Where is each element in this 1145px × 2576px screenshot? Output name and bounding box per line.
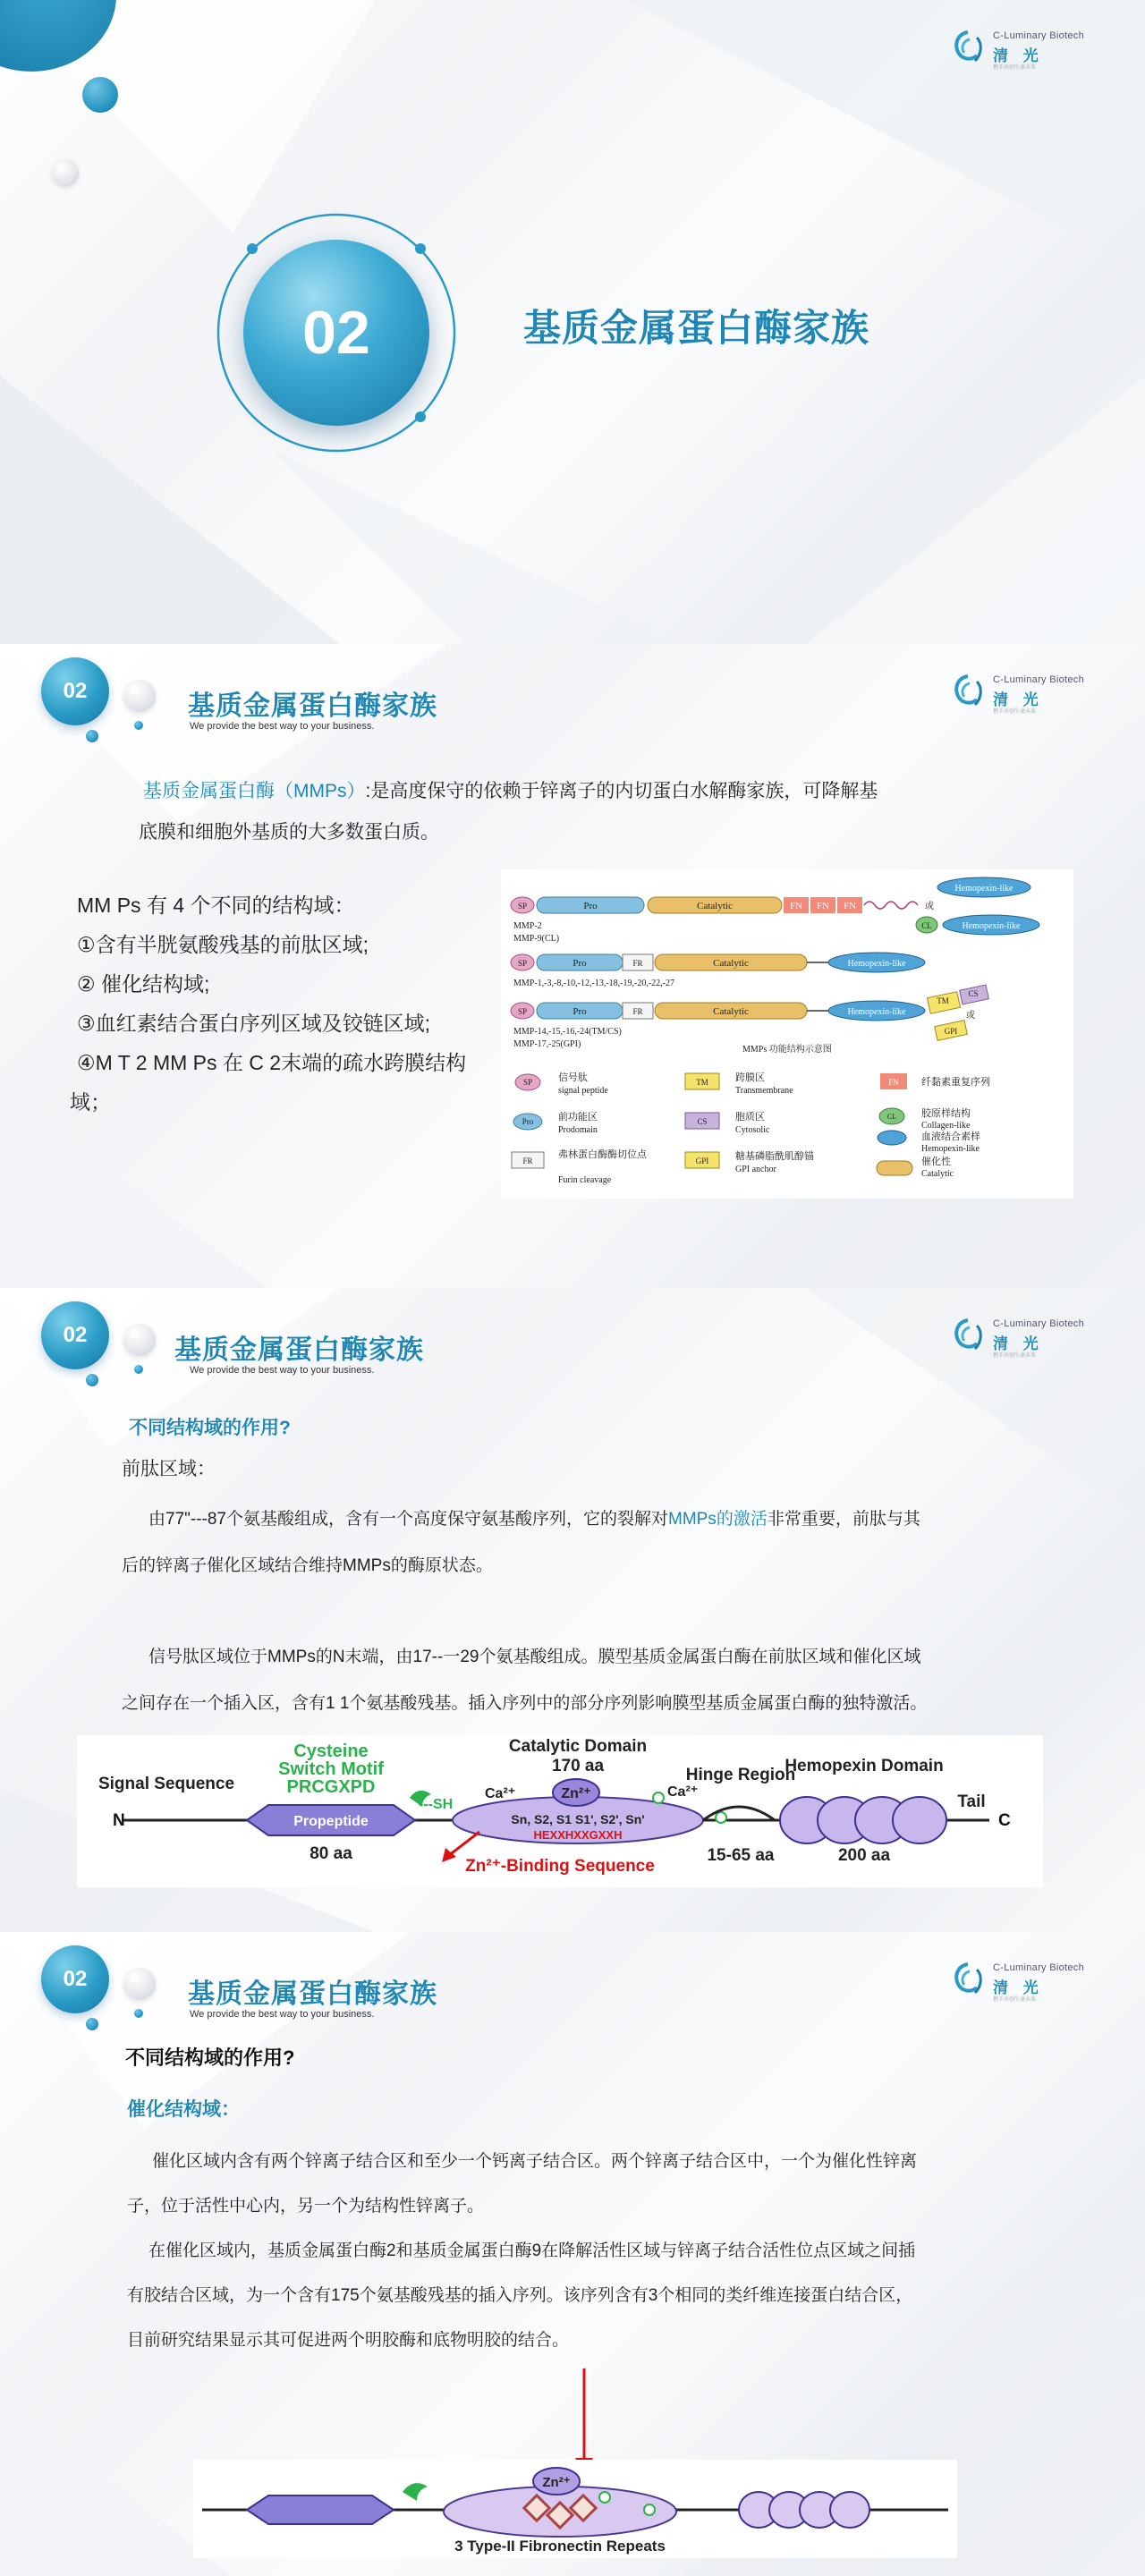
fig-label: FN	[789, 901, 803, 911]
logo-swirl-icon	[950, 673, 986, 712]
fig-label: Hemopexin-like	[954, 884, 1014, 894]
propeptide-length: 80 aa	[310, 1844, 352, 1863]
legend-cn: 催化性	[921, 1157, 951, 1167]
deco-blue-dot	[86, 730, 98, 742]
ca-label: Ca²⁺	[667, 1784, 699, 1800]
fig-label: FN	[843, 901, 857, 911]
logo-tagline: 携手共创生命未来	[993, 1997, 1037, 2003]
propeptide-label: Propeptide	[293, 1814, 369, 1829]
deco-blue-dot-small	[134, 2009, 143, 2018]
catalytic-length: 170 aa	[551, 1757, 605, 1775]
legend-en: Catalytic	[921, 1169, 954, 1179]
zn-label: Zn²⁺	[542, 2475, 571, 2490]
paragraph-2-line3: 目前研究结果显示其可促进两个明胶酶和底物明胶的结合。	[127, 2331, 570, 2350]
legend-sym: SP	[522, 1078, 533, 1087]
header-subtitle: We provide the best way to your business.	[190, 1365, 375, 1376]
paragraph-2-line2: 有胶结合区域，为一个含有175个氨基酸残基的插入序列。该序列含有3个相同的类纤维连接蛋白结合区，	[127, 2286, 913, 2305]
intro-line2: 底膜和细胞外基质的大多数蛋白质。	[139, 822, 439, 843]
question-heading: 不同结构域的作用?	[129, 1418, 291, 1438]
fig-mmp-name: MMP-14,-15,-16,-24(TM/CS)	[513, 1027, 622, 1037]
logo-chinese: 清 光	[993, 1979, 1044, 1996]
question-heading: 不同结构域的作用?	[125, 2046, 295, 2069]
mmp-structure-svg	[501, 869, 1073, 1199]
intro-paragraph	[143, 773, 1056, 810]
tail-label: Tail	[957, 1792, 986, 1811]
fig-label: Hemopexin-like	[962, 921, 1021, 931]
logo-english: C-Luminary Biotech	[993, 30, 1084, 41]
fig-label: FR	[632, 1007, 643, 1016]
zn-label: Zn²⁺	[561, 1786, 591, 1801]
fig-label: CL	[921, 921, 932, 930]
fig-label: Catalytic	[713, 1006, 749, 1017]
paragraph-2-line1: 信号肽区域位于MMPs的N末端，由17--一29个氨基酸组成。膜型基质金属蛋白酶在前肽区域和催化区域	[148, 1648, 921, 1666]
fig-label: GPI	[944, 1027, 958, 1036]
legend-cn: 弗林蛋白酶酶切位点	[558, 1149, 647, 1160]
diagram-c: C	[998, 1811, 1011, 1830]
cys-line1: Cysteine	[293, 1741, 369, 1761]
legend-en: signal peptide	[558, 1086, 608, 1096]
header-title: 基质金属蛋白酶家族	[188, 1979, 437, 2009]
slide-mmp-domains	[0, 644, 1145, 1288]
legend-sym: FR	[522, 1157, 533, 1165]
section-badge: 02	[41, 1945, 109, 2013]
region-heading: 前肽区域：	[122, 1459, 216, 1479]
paragraph-1-line1: 催化区域内含有两个锌离子结合区和至少一个钙离子结合区。两个锌离子结合区中，一个为催化性锌离	[152, 2152, 918, 2171]
legend-en: Collagen-like	[921, 1121, 971, 1131]
figure-caption: 3 Type-II Fibronectin Repeats	[454, 2538, 666, 2555]
hinge-label: Hinge Region	[685, 1766, 796, 1784]
deco-grey-ball	[123, 680, 156, 712]
hinge-length: 15-65 aa	[707, 1846, 775, 1865]
legend-cn: 纤黏素重复序列	[921, 1077, 990, 1088]
legend-en: Prodomain	[558, 1125, 598, 1135]
fig-label: Pro	[583, 901, 598, 911]
mmp-structure-figure	[501, 869, 1073, 1199]
legend-en: Furin cleavage	[558, 1175, 612, 1185]
fig-label: Hemopexin-like	[847, 959, 906, 969]
legend-cn: 糖基磷脂酰肌醇锚	[735, 1151, 814, 1162]
company-logo	[950, 27, 1093, 73]
deco-grey-ball	[123, 1324, 156, 1356]
logo-tagline: 携手共创生命未来	[993, 1353, 1037, 1359]
diagram-n: N	[113, 1811, 125, 1830]
fig-mmp-name: MMP-17,-25(GPI)	[513, 1039, 581, 1049]
logo-tagline: 携手共创生命未来	[993, 65, 1037, 71]
mmp-domain-svg	[77, 1735, 1043, 1887]
domain-item: ② 催化结构域;	[77, 972, 210, 996]
binding-label: Zn²⁺-Binding Sequence	[465, 1857, 655, 1876]
sh-label: ---SH	[419, 1797, 454, 1812]
header-title: 基质金属蛋白酶家族	[188, 691, 437, 721]
fig-mmp-name: MMP-1,-3,-8,-10,-12,-13,-18,-19,-20,-22,-27	[513, 979, 674, 988]
fig-label: Catalytic	[713, 958, 749, 969]
fig-label: CS	[968, 989, 979, 998]
company-logo	[950, 1959, 1093, 2005]
legend-cn: 信号肽	[558, 1072, 588, 1083]
fig-label: FR	[632, 959, 643, 968]
cys-line3: PRCGXPD	[286, 1777, 376, 1797]
header-subtitle: We provide the best way to your business.	[190, 721, 375, 732]
legend-en: Transmembrane	[735, 1086, 793, 1096]
deco-grey-ball	[123, 1968, 156, 2000]
hemopexin-length: 200 aa	[837, 1846, 891, 1865]
fig-mmp-name: MMP-2	[513, 921, 542, 931]
domains-heading: MM Ps 有 4 个不同的结构域：	[77, 894, 355, 917]
motif-label: HEXXHXXGXXH	[533, 1828, 623, 1842]
legend-en: Hemopexin-like	[921, 1144, 980, 1154]
company-logo	[950, 671, 1093, 717]
slide-catalytic-domain	[0, 1932, 1145, 2576]
domain-item: ④M T 2 MM Ps 在 C 2末端的疏水跨膜结构	[77, 1051, 467, 1074]
fig-label: Pro	[572, 958, 587, 969]
region-heading: 催化结构域：	[127, 2099, 240, 2120]
fig-label: Catalytic	[697, 901, 733, 911]
fig-label: SP	[517, 1007, 528, 1016]
logo-chinese: 清 光	[993, 1335, 1044, 1352]
section-number: 02	[302, 299, 370, 367]
fig-or: 或	[966, 1011, 975, 1021]
paragraph-2-line1: 在催化区域内，基质金属蛋白酶2和基质金属蛋白酶9在降解活性区域与锌离子结合活性位点区域之间插	[148, 2241, 916, 2260]
logo-chinese: 清 光	[993, 47, 1044, 64]
p1-highlight: MMPs的激活	[668, 1510, 768, 1529]
legend-cn: 前功能区	[558, 1112, 598, 1123]
legend-cn: 跨膜区	[735, 1072, 765, 1083]
logo-swirl-icon	[950, 29, 986, 68]
paragraph-2-line2: 之间存在一个插入区，含有1 1个氨基酸残基。插入序列中的部分序列影响膜型基质金属蛋白酶的独特激活。	[122, 1694, 928, 1713]
header-title: 基质金属蛋白酶家族	[174, 1335, 424, 1365]
slide-propeptide	[0, 1288, 1145, 1932]
signal-label: Signal Sequence	[98, 1775, 235, 1793]
logo-english: C-Luminary Biotech	[993, 1318, 1084, 1329]
section-badge: 02	[41, 657, 109, 725]
legend-cn: 胞质区	[735, 1112, 765, 1123]
hemopexin-label: Hemopexin Domain	[785, 1757, 944, 1775]
sites-label: Sn, S2, S1 S1', S2', Sn'	[511, 1812, 645, 1826]
legend-en: GPI anchor	[735, 1165, 776, 1174]
logo-tagline: 携手共创生命未来	[993, 709, 1037, 715]
company-logo	[950, 1315, 1093, 1361]
catalytic-label: Catalytic Domain	[508, 1737, 648, 1756]
fibronectin-svg	[193, 2460, 957, 2558]
fibronectin-figure	[193, 2460, 957, 2558]
cys-line2: Switch Motif	[278, 1759, 384, 1779]
domain-item: ③血红素结合蛋白序列区域及铰链区域;	[77, 1012, 431, 1035]
domain-item: 域；	[70, 1090, 111, 1114]
mmp-domain-diagram	[77, 1735, 1043, 1887]
paragraph-1	[148, 1501, 1061, 1538]
deco-blue-dot-small	[134, 1365, 143, 1374]
fig-mmp-name: MMP-9(CL)	[513, 934, 560, 944]
logo-chinese: 清 光	[993, 691, 1044, 708]
deco-blue-dot	[86, 2018, 98, 2030]
fig-or: 或	[925, 902, 934, 911]
ca-label: Ca²⁺	[485, 1786, 516, 1801]
fig-caption: MMPs 功能结构示意图	[742, 1045, 832, 1055]
slide-section-cover	[0, 0, 1145, 644]
paragraph-1-line2: 子，位于活性中心内，另一个为结构性锌离子。	[127, 2197, 485, 2216]
legend-en: Cytosolic	[735, 1125, 770, 1135]
legend-cn: 胶原样结构	[921, 1108, 971, 1119]
logo-english: C-Luminary Biotech	[993, 1962, 1084, 1973]
logo-swirl-icon	[950, 1317, 986, 1356]
legend-sym: Pro	[522, 1117, 534, 1126]
logo-swirl-icon	[950, 1961, 986, 2000]
fig-label: SP	[517, 902, 528, 911]
intro-term: 基质金属蛋白酶（MMPs）	[143, 781, 366, 801]
section-title: 基质金属蛋白酶家族	[523, 307, 870, 349]
domain-item: ①含有半胱氨酸残基的前肽区域;	[77, 933, 369, 956]
logo-english: C-Luminary Biotech	[993, 674, 1084, 685]
fig-label: FN	[816, 901, 830, 911]
legend-sym: FN	[888, 1078, 899, 1087]
intro-rest: :是高度保守的依赖于锌离子的内切蛋白水解酶家族，可降解基	[365, 781, 878, 801]
deco-blue-dot-small	[134, 721, 143, 730]
p1-b: 非常重要，前肽与其	[767, 1510, 920, 1529]
legend-cn: 血液结合素样	[921, 1131, 980, 1142]
small-grey-ball	[52, 159, 79, 186]
header-subtitle: We provide the best way to your business.	[190, 2009, 375, 2020]
deco-blue-dot	[86, 1374, 98, 1386]
p1-a: 由77"---87个氨基酸组成，含有一个高度保守氨基酸序列，它的裂解对	[148, 1510, 668, 1529]
legend-sym: TM	[696, 1078, 708, 1087]
paragraph-1-line2: 后的锌离子催化区域结合维持MMPs的酶原状态。	[122, 1556, 493, 1575]
section-badge: 02	[41, 1301, 109, 1369]
legend-sym: CS	[697, 1117, 708, 1126]
small-blue-ball	[82, 77, 118, 113]
legend-sym: GPI	[695, 1157, 709, 1165]
fig-label: SP	[517, 959, 528, 968]
fig-label: TM	[937, 996, 949, 1005]
fig-label: Hemopexin-like	[847, 1007, 906, 1017]
fig-label: Pro	[572, 1006, 587, 1017]
legend-sym: CL	[886, 1113, 897, 1121]
